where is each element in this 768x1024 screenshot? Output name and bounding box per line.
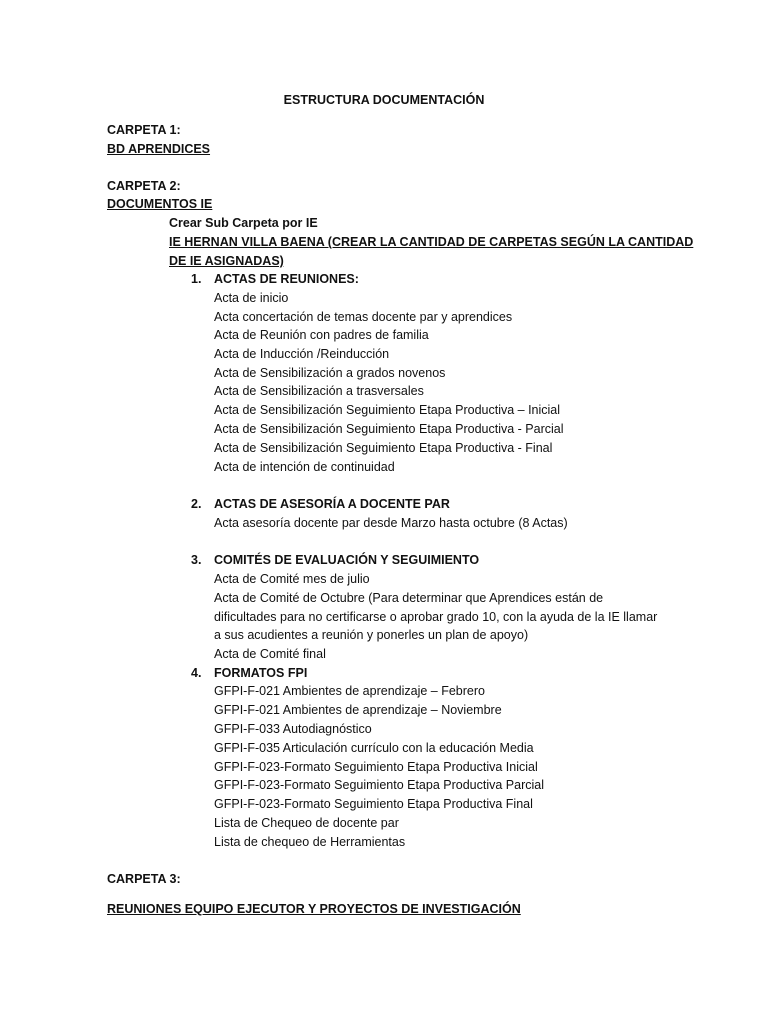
list-item: Acta de Sensibilización Seguimiento Etapa Productiva - Parcial <box>214 422 564 436</box>
section-1-number: 1. <box>191 272 202 286</box>
list-item: Acta de Comité final <box>214 647 326 661</box>
carpeta-3-label: CARPETA 3: <box>107 872 181 886</box>
list-item: Acta de Sensibilización a trasversales <box>214 384 424 398</box>
section-2-number: 2. <box>191 497 202 511</box>
carpeta-2-label: CARPETA 2: <box>107 179 181 193</box>
section-1-heading: ACTAS DE REUNIONES: <box>214 272 359 286</box>
list-item: Acta de Sensibilización Seguimiento Etapa Productiva – Inicial <box>214 403 561 417</box>
list-item: Lista de Chequeo de docente par <box>214 816 399 830</box>
list-item: GFPI-F-023-Formato Seguimiento Etapa Productiva Inicial <box>214 760 538 774</box>
ie-name-line-1: IE HERNAN VILLA BAENA (CREAR LA CANTIDAD DE CARPETAS SEGÚN LA CANTIDAD <box>169 235 694 249</box>
section-4-number: 4. <box>191 666 202 680</box>
carpeta-1-label: CARPETA 1: <box>107 123 181 137</box>
section-4-heading: FORMATOS FPI <box>214 666 308 680</box>
carpeta-3-name: REUNIONES EQUIPO EJECUTOR Y PROYECTOS DE INVESTIGACIÓN <box>107 902 521 916</box>
section-3-number: 3. <box>191 553 202 567</box>
list-item: Acta de Sensibilización a grados novenos <box>214 366 446 380</box>
carpeta-2-name: DOCUMENTOS IE <box>107 197 213 211</box>
list-item: Acta de intención de continuidad <box>214 460 395 474</box>
list-item: Acta concertación de temas docente par y aprendices <box>214 310 513 324</box>
carpeta-1-name: BD APRENDICES <box>107 142 211 156</box>
document-title: ESTRUCTURA DOCUMENTACIÓN <box>283 93 485 107</box>
section-2-heading: ACTAS DE ASESORÍA A DOCENTE PAR <box>214 497 450 511</box>
list-item: GFPI-F-033 Autodiagnóstico <box>214 722 372 736</box>
subfolder-instruction: Crear Sub Carpeta por IE <box>169 216 318 230</box>
list-item: GFPI-F-023-Formato Seguimiento Etapa Productiva Final <box>214 797 533 811</box>
list-item: Acta de Sensibilización Seguimiento Etapa Productiva - Final <box>214 441 553 455</box>
ie-name-line-2: DE IE ASIGNADAS) <box>169 254 284 268</box>
list-item: Acta de Comité de Octubre (Para determinar que Aprendices están de <box>214 591 604 605</box>
list-item: a sus acudientes a reunión y ponerles un plan de apoyo) <box>214 628 529 642</box>
list-item: Acta de Comité mes de julio <box>214 572 370 586</box>
list-item: GFPI-F-035 Articulación currículo con la educación Media <box>214 741 534 755</box>
list-item: Acta de Reunión con padres de familia <box>214 328 429 342</box>
list-item: GFPI-F-021 Ambientes de aprendizaje – Noviembre <box>214 703 502 717</box>
list-item: GFPI-F-021 Ambientes de aprendizaje – Febrero <box>214 684 485 698</box>
list-item: Acta de Inducción /Reinducción <box>214 347 390 361</box>
list-item: GFPI-F-023-Formato Seguimiento Etapa Productiva Parcial <box>214 778 544 792</box>
list-item: Acta de inicio <box>214 291 289 305</box>
list-item: Acta asesoría docente par desde Marzo hasta octubre (8 Actas) <box>214 516 568 530</box>
section-3-heading: COMITÉS DE EVALUACIÓN Y SEGUIMIENTO <box>214 553 480 567</box>
list-item: dificultades para no certificarse o aprobar grado 10, con la ayuda de la IE llamar <box>214 610 658 624</box>
list-item: Lista de chequeo de Herramientas <box>214 835 406 849</box>
